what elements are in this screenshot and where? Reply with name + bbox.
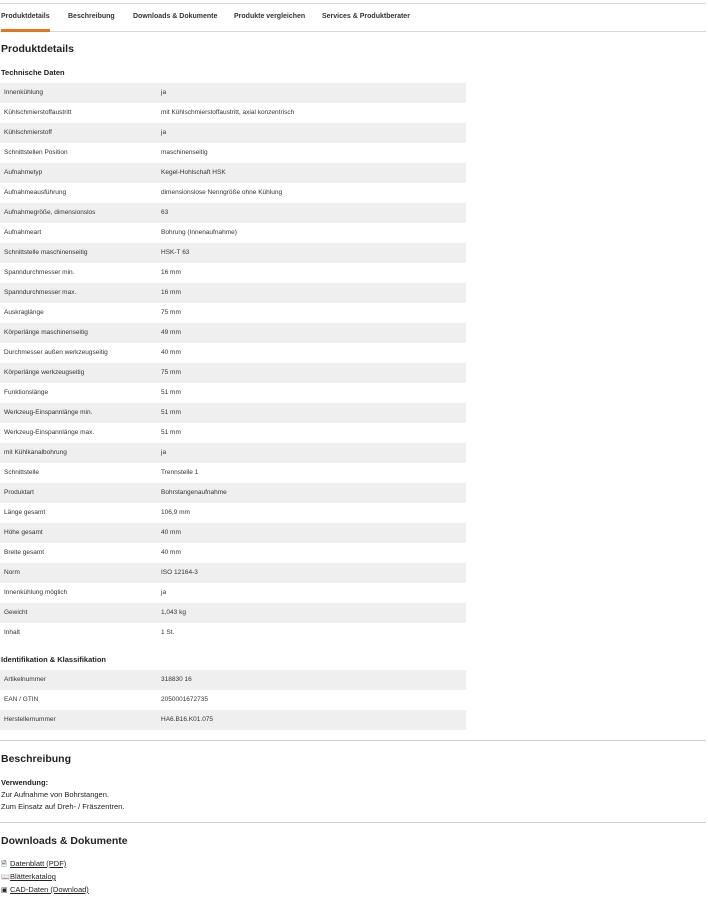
attribute-label: Spanndurchmesser max.: [0, 283, 157, 303]
divider: [0, 822, 706, 823]
attribute-label: Produktart: [0, 483, 157, 503]
table-row: [0, 83, 466, 103]
table-row: [0, 243, 466, 263]
table-row: [0, 123, 466, 143]
table-row: [0, 443, 466, 463]
usage-line: Zur Aufnahme von Bohrstangen.: [1, 790, 109, 799]
table-row: [0, 503, 466, 523]
cad-icon: ▣: [1, 887, 8, 894]
attribute-value: ja: [161, 589, 167, 596]
attribute-label: Inhalt: [4, 629, 20, 636]
attribute-label: Schnittstellen Position: [4, 149, 68, 156]
table-row: [0, 323, 466, 343]
table-row: [0, 623, 466, 643]
tab-beschreibung[interactable]: Beschreibung: [68, 13, 115, 20]
attribute-label: Funktionslänge: [4, 389, 49, 396]
table-row: [0, 363, 466, 383]
attribute-label: Länge gesamt: [4, 509, 46, 516]
download-item[interactable]: [1, 857, 66, 870]
attribute-value: 51 mm: [161, 429, 181, 436]
table-row: [0, 670, 466, 690]
attribute-label: Kühlschmierstoff: [0, 123, 157, 143]
download-item[interactable]: [1, 883, 89, 896]
attribute-label: mit Kühlkanalbohrung: [0, 443, 157, 463]
table-row: [0, 583, 466, 603]
attribute-label: Breite gesamt: [4, 549, 45, 556]
catalog-icon: 📖: [1, 874, 10, 881]
attribute-value: 49 mm: [157, 323, 466, 343]
tab-produktdetails[interactable]: Produktdetails: [1, 4, 50, 32]
table-row: [0, 203, 466, 223]
attribute-value: mit Kühlschmierstoffaustritt, axial konzentrisch: [161, 109, 295, 116]
attribute-label: Aufnahmegröße, dimensionslos: [0, 203, 157, 223]
attribute-label: Durchmesser außen werkzeugseitig: [4, 349, 108, 356]
table-row: [0, 383, 466, 403]
table-row: [0, 463, 466, 483]
divider: [0, 740, 706, 741]
attribute-label: Aufnahmeart: [4, 229, 42, 236]
attribute-label: Spanndurchmesser min.: [4, 269, 75, 276]
table-row: [0, 103, 466, 123]
usage-label: Verwendung:: [1, 778, 49, 787]
attribute-value: ISO 12164-3: [157, 563, 466, 583]
usage-line: Zum Einsatz auf Dreh- / Fräszentren.: [1, 802, 125, 811]
table-row: [0, 263, 466, 283]
datenblatt-link[interactable]: Datenblatt (PDF): [10, 859, 67, 868]
attribute-value: 16 mm: [157, 283, 466, 303]
attribute-value: 51 mm: [161, 389, 181, 396]
tab-services[interactable]: Services & Produktberater: [322, 13, 410, 20]
table-row: [0, 690, 466, 710]
table-row: [0, 183, 466, 203]
table-row: [0, 603, 466, 623]
download-item[interactable]: [1, 870, 56, 883]
attribute-label: Höhe gesamt: [0, 523, 157, 543]
table-row: [0, 343, 466, 363]
attribute-value: 75 mm: [157, 363, 466, 383]
attribute-value: HA6.B16.K01.075: [157, 710, 466, 730]
attribute-label: Innenkühlung möglich: [4, 589, 68, 596]
attribute-label: Körperlänge maschinenseitig: [0, 323, 157, 343]
attribute-label: Innenkühlung: [0, 83, 157, 103]
table-row: [0, 143, 466, 163]
table-row: [0, 403, 466, 423]
attribute-label: Gewicht: [0, 603, 157, 623]
attribute-label: EAN / GTIN: [4, 696, 39, 703]
attribute-value: dimensionslose Nenngröße ohne Kühlung: [161, 189, 283, 196]
attribute-label: Kühlschmierstoffaustritt: [4, 109, 72, 116]
section-title-produktdetails: Produktdetails: [1, 43, 74, 55]
attribute-value: 2050001672735: [161, 696, 208, 703]
attribute-label: Auskraglänge: [4, 309, 44, 316]
attribute-label: Körperlänge werkzeugseitig: [0, 363, 157, 383]
table-row: [0, 223, 466, 243]
pdf-file-icon: 🗎: [1, 861, 7, 868]
attribute-label: Werkzeug-Einspannlänge min.: [0, 403, 157, 423]
attribute-value: 16 mm: [161, 269, 181, 276]
table-row: [0, 483, 466, 503]
section-subtitle-identifikation: Identifikation & Klassifikation: [1, 655, 107, 664]
table-row: [0, 543, 466, 563]
attribute-label: Artikelnummer: [0, 670, 157, 690]
attribute-value: Kegel-Hohlschaft HSK: [157, 163, 466, 183]
table-row: [0, 523, 466, 543]
attribute-value: HSK-T 63: [157, 243, 466, 263]
attribute-label: Werkzeug-Einspannlänge max.: [4, 429, 95, 436]
attribute-value: 40 mm: [157, 523, 466, 543]
table-row: [0, 423, 466, 443]
attribute-label: Aufnahmetyp: [0, 163, 157, 183]
section-title-beschreibung: Beschreibung: [1, 753, 72, 765]
attribute-label: Schnittstelle: [4, 469, 40, 476]
attribute-value: maschinenseitig: [161, 149, 208, 156]
attribute-label: Schnittstelle maschinenseitig: [0, 243, 157, 263]
attribute-label: Norm: [0, 563, 157, 583]
table-row: [0, 303, 466, 323]
table-row: [0, 710, 466, 730]
attribute-value: 40 mm: [161, 349, 181, 356]
tab-produkte-vergleichen[interactable]: Produkte vergleichen: [234, 13, 306, 20]
table-row: [0, 563, 466, 583]
table-row: [0, 283, 466, 303]
section-title-downloads: Downloads & Dokumente: [1, 835, 128, 847]
identification-table: [0, 670, 466, 730]
attribute-value: 63: [157, 203, 466, 223]
attribute-value: Bohrstangenaufnahme: [157, 483, 466, 503]
attribute-value: 1,043 kg: [157, 603, 466, 623]
attribute-value: 1 St.: [161, 629, 175, 636]
attribute-value: 40 mm: [161, 549, 181, 556]
attribute-label: Aufnahmeausführung: [4, 189, 67, 196]
cad-daten-link[interactable]: CAD-Daten (Download): [10, 885, 89, 894]
attribute-value: Trennstelle 1: [161, 469, 199, 476]
attribute-value: 106,9 mm: [161, 509, 190, 516]
attribute-label: Herstellernummer: [0, 710, 157, 730]
attribute-value: ja: [157, 83, 466, 103]
attribute-value: ja: [157, 443, 466, 463]
attribute-value: 318830 16: [157, 670, 466, 690]
tab-downloads[interactable]: Downloads & Dokumente: [133, 13, 218, 20]
section-subtitle-technische-daten: Technische Daten: [1, 68, 65, 77]
technical-data-table: [0, 83, 466, 643]
attribute-value: ja: [157, 123, 466, 143]
attribute-value: 75 mm: [161, 309, 181, 316]
tab-bar: [0, 3, 706, 32]
blaetterkatalog-link[interactable]: Blätterkatalog: [10, 872, 56, 881]
attribute-value: 51 mm: [157, 403, 466, 423]
table-row: [0, 163, 466, 183]
attribute-value: Bohrung (Innenaufnahme): [161, 229, 237, 236]
